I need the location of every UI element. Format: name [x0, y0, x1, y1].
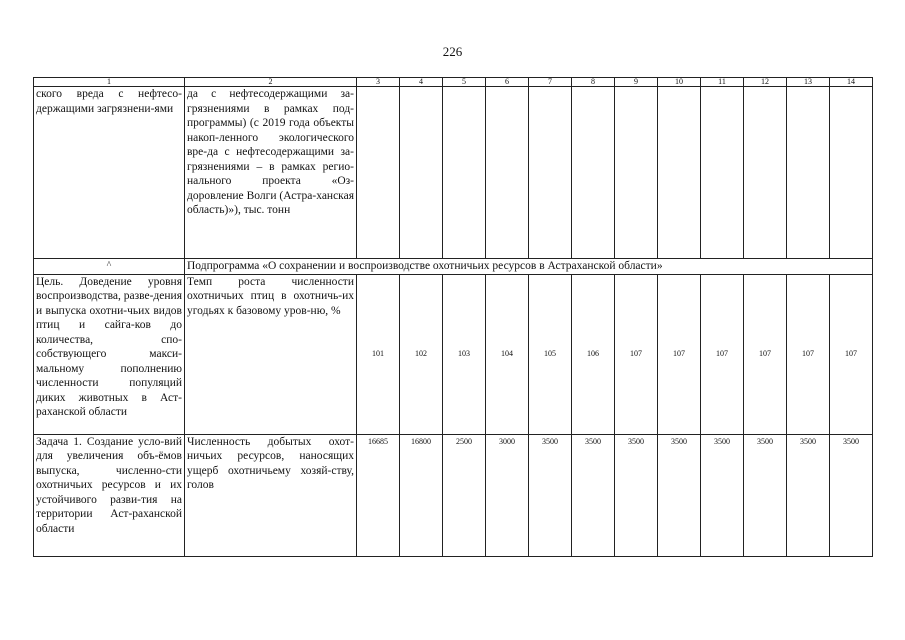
row2-col2: Темп роста численности охотничьих птиц в охотничь-их угодьях к базовому уров-ню, % [185, 274, 357, 434]
row2-value-6: 104 [486, 274, 529, 434]
header-col-13: 13 [787, 78, 830, 87]
header-col-3: 3 [357, 78, 400, 87]
row3-value-12: 3500 [744, 434, 787, 556]
subprogram-title: Подпрограмма «О сохранении и воспроизводстве охотничьих ресурсов в Астраханской области» [185, 259, 873, 275]
table-row [34, 87, 873, 259]
row3-value-14: 3500 [830, 434, 873, 556]
row2-value-10: 107 [658, 274, 701, 434]
header-row [34, 78, 873, 87]
header-col-6: 6 [486, 78, 529, 87]
table-row [34, 274, 873, 434]
row2-value-4: 102 [400, 274, 443, 434]
row2-value-5: 103 [443, 274, 486, 434]
header-col-9: 9 [615, 78, 658, 87]
row3-value-13: 3500 [787, 434, 830, 556]
row1-col2: да с нефтесодержащими за-грязнениями в рамках под-программы) (с 2019 года объекты накоп-ленного экологического вре-да с нефтесодержащими за-грязнениями – в рамках регио-нального проекта «Оз-доровление Волги (Астра-ханская область)»), тыс. тонн [185, 87, 357, 259]
page-number: 226 [442, 44, 463, 59]
row2-value-8: 106 [572, 274, 615, 434]
subprogram-row [34, 259, 873, 275]
row3-value-9: 3500 [615, 434, 658, 556]
row2-value-9: 107 [615, 274, 658, 434]
row2-value-13: 107 [787, 274, 830, 434]
row3-value-8: 3500 [572, 434, 615, 556]
row3-col2: Численность добытых охот-ничьих ресурсов, наносящих ущерб охотничьему хозяй-ству, голов [185, 434, 357, 556]
row2-value-12: 107 [744, 274, 787, 434]
header-col-7: 7 [529, 78, 572, 87]
row3-value-3: 16685 [357, 434, 400, 556]
indicators-table [33, 77, 873, 557]
header-col-4: 4 [400, 78, 443, 87]
header-col-8: 8 [572, 78, 615, 87]
header-col-1: 1 [34, 78, 185, 87]
subprogram-marker: ^ [34, 259, 185, 275]
row3-col1: Задача 1. Создание усло-вий для увеличения объ-ёмов выпуска, численно-сти охотничьих ресурсов и их устойчивого разви-тия на территории Аст-раханской области [34, 434, 185, 556]
header-col-2: 2 [185, 78, 357, 87]
row2-col1: Цель. Доведение уровня воспроизводства, разве-дения и выпуска охотни-чьих видов птиц и сайга-ков до количества, спо-собствующего макси-мальному пополнению численности популяций диких животных в Аст-раханской области [34, 274, 185, 434]
header-col-10: 10 [658, 78, 701, 87]
row2-value-11: 107 [701, 274, 744, 434]
row1-col1: ского вреда с нефтесо-держащими загрязнени-ями [34, 87, 185, 259]
row3-value-11: 3500 [701, 434, 744, 556]
header-col-5: 5 [443, 78, 486, 87]
header-col-11: 11 [701, 78, 744, 87]
row2-value-3: 101 [357, 274, 400, 434]
table-row [34, 434, 873, 556]
row3-value-6: 3000 [486, 434, 529, 556]
row2-value-7: 105 [529, 274, 572, 434]
row3-value-7: 3500 [529, 434, 572, 556]
row3-value-10: 3500 [658, 434, 701, 556]
row3-value-5: 2500 [443, 434, 486, 556]
row3-value-4: 16800 [400, 434, 443, 556]
row2-value-14: 107 [830, 274, 873, 434]
header-col-14: 14 [830, 78, 873, 87]
header-col-12: 12 [744, 78, 787, 87]
